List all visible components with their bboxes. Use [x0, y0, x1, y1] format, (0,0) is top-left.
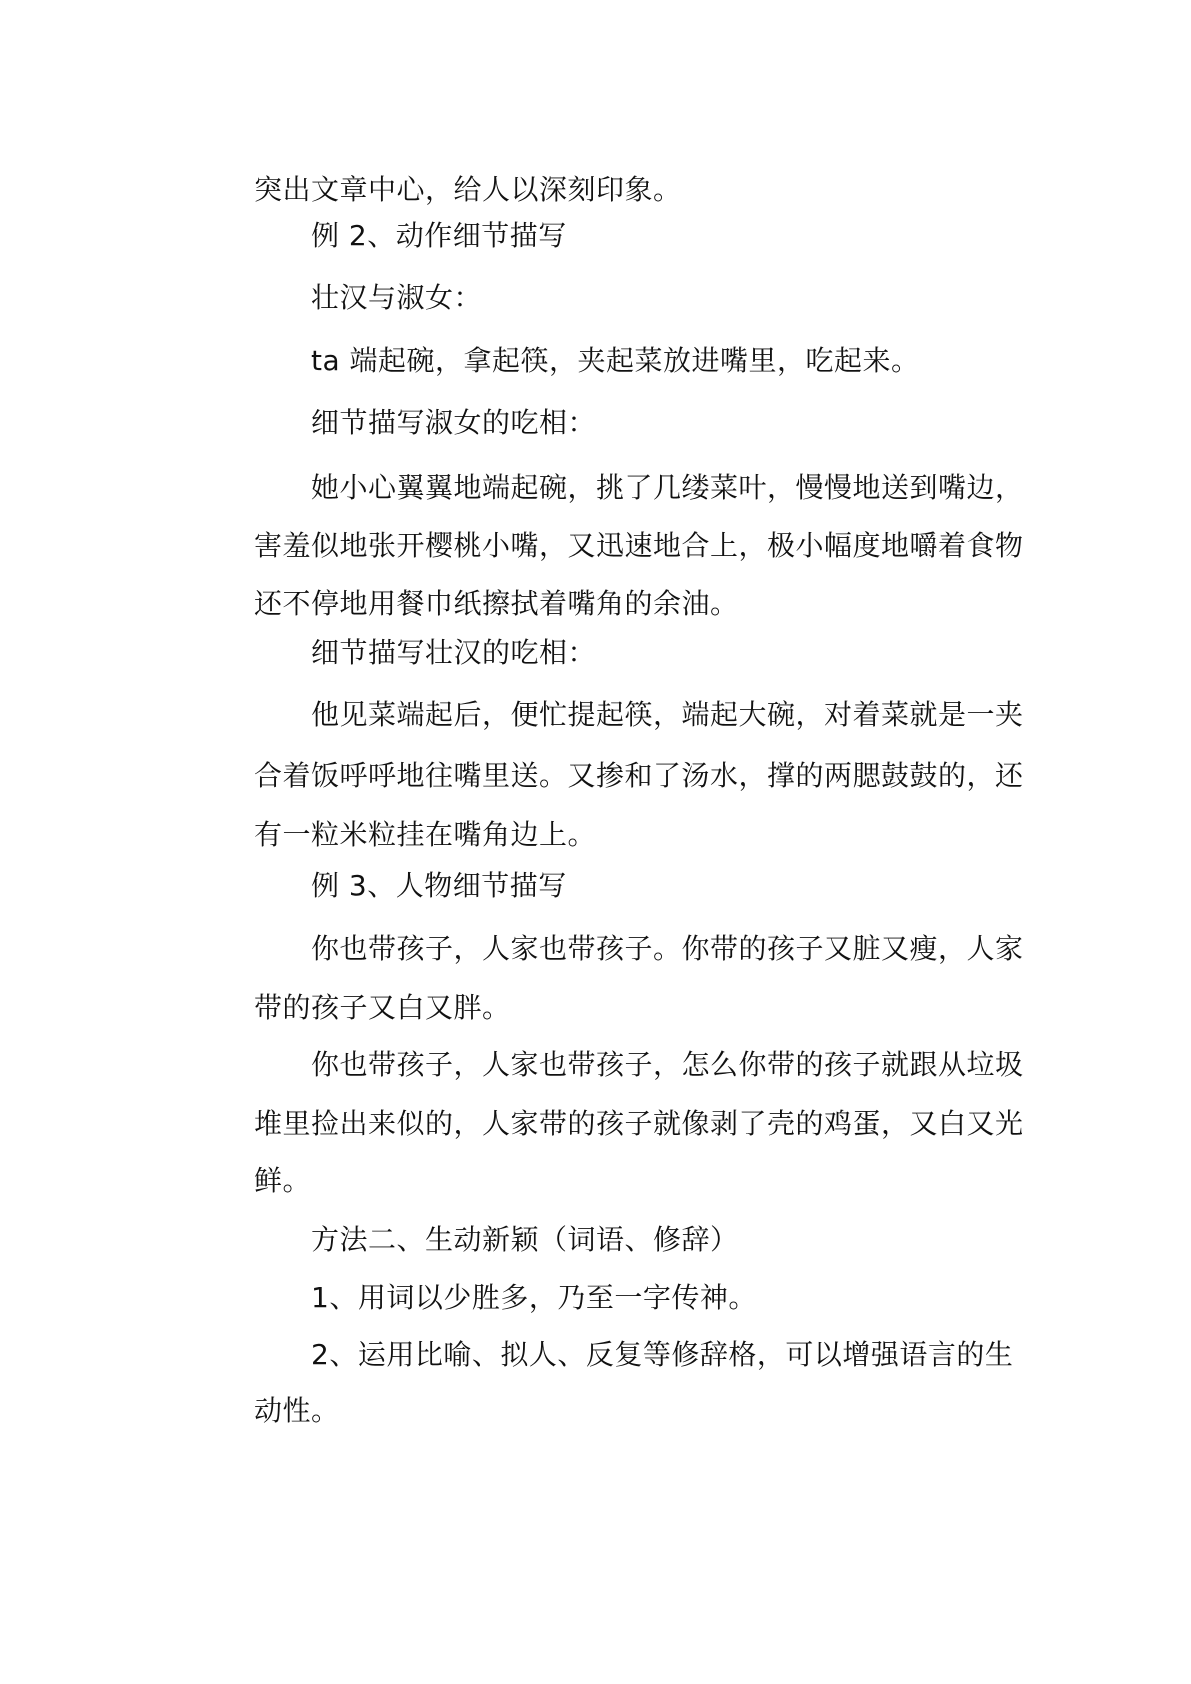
list-item: 1、用词以少胜多，乃至一字传神。	[311, 1281, 757, 1314]
paragraph-line: 还不停地用餐巾纸擦拭着嘴角的余油。	[254, 587, 739, 620]
paragraph-line: 细节描写壮汉的吃相：	[311, 636, 597, 669]
example-heading: 例 2、动作细节描写	[311, 219, 567, 252]
example-heading: 例 3、人物细节描写	[311, 869, 567, 902]
paragraph-line: 鲜。	[254, 1164, 312, 1197]
paragraph-line: ta 端起碗，拿起筷，夹起菜放进嘴里，吃起来。	[311, 344, 920, 377]
paragraph-line: 害羞似地张开樱桃小嘴，又迅速地合上，极小幅度地嚼着食物	[254, 529, 1024, 562]
section-heading: 方法二、生动新颖（词语、修辞）	[311, 1223, 739, 1256]
paragraph-line: 他见菜端起后，便忙提起筷，端起大碗，对着菜就是一夹	[311, 698, 1024, 731]
paragraph-line: 带的孩子又白又胖。	[254, 991, 511, 1024]
paragraph-line: 壮汉与淑女：	[311, 281, 483, 314]
list-item: 2、运用比喻、拟人、反复等修辞格，可以增强语言的生	[311, 1338, 1014, 1371]
paragraph-line: 细节描写淑女的吃相：	[311, 406, 597, 439]
paragraph-line: 你也带孩子，人家也带孩子，怎么你带的孩子就跟从垃圾	[311, 1048, 1024, 1081]
paragraph-line: 她小心翼翼地端起碗，挑了几缕菜叶，慢慢地送到嘴边，	[311, 471, 1024, 504]
paragraph-line: 动性。	[254, 1394, 340, 1427]
paragraph-line: 合着饭呼呼地往嘴里送。又掺和了汤水，撑的两腮鼓鼓的，还	[254, 759, 1024, 792]
paragraph-line: 堆里捡出来似的，人家带的孩子就像剥了壳的鸡蛋，又白又光	[254, 1107, 1024, 1140]
paragraph-line: 突出文章中心，给人以深刻印象。	[254, 173, 682, 206]
paragraph-line: 你也带孩子，人家也带孩子。你带的孩子又脏又瘦，人家	[311, 932, 1024, 965]
paragraph-line: 有一粒米粒挂在嘴角边上。	[254, 818, 597, 851]
